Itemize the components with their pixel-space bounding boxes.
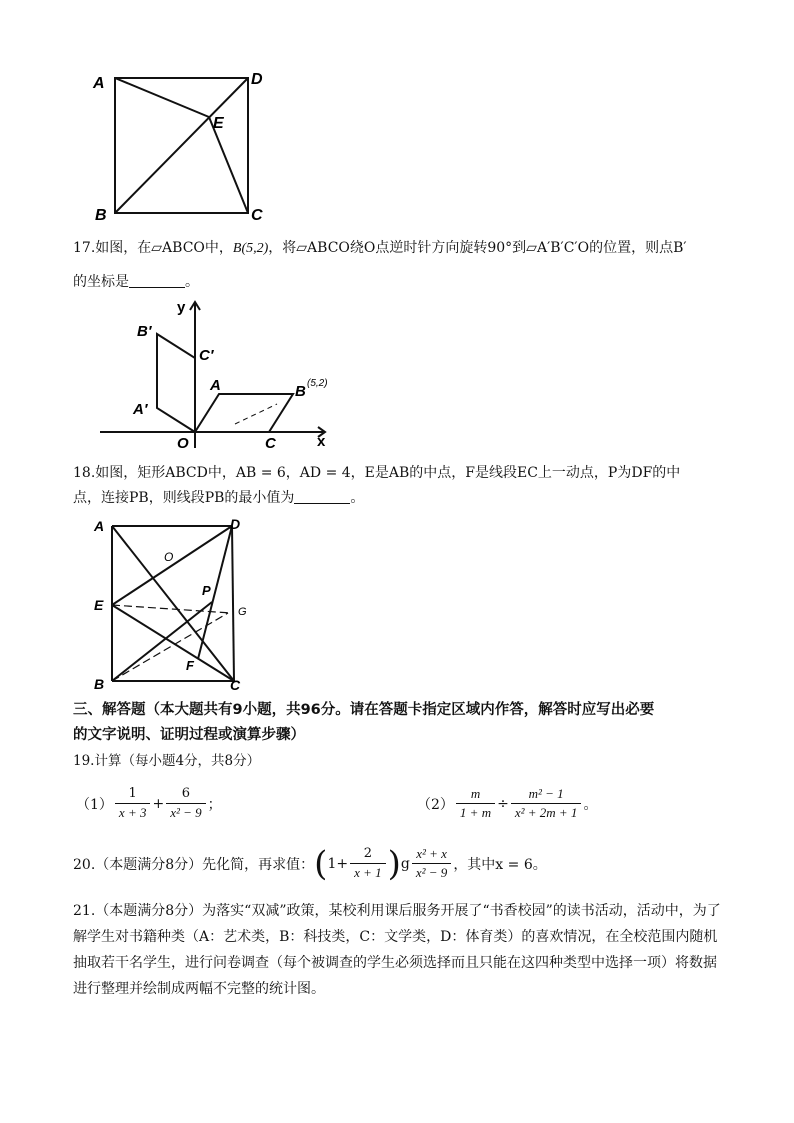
- q20-f2-num: x² + x: [416, 846, 447, 861]
- q18-answer-blank[interactable]: [294, 489, 350, 504]
- q19-p1-fraction1: [115, 786, 151, 821]
- q17-text-mid: ，将▱ABCO绕O点逆时针方向旋转90°到▱A′B′C′O的位置，则点B′: [268, 240, 687, 256]
- q19-p2-fraction2: [511, 786, 582, 821]
- q18-line1: 18.如图，矩形ABCD中，AB = 6，AD = 4，E是AB的中点，F是线段EC上一动点，P为DF的中: [73, 465, 681, 481]
- q19-p2-label: （2）: [417, 796, 454, 813]
- q20-fraction1: [350, 846, 386, 881]
- fig18-label-g: G: [238, 606, 247, 618]
- q18-line2: [73, 488, 364, 508]
- q19-p2-fraction1: [456, 786, 495, 821]
- q20-g: g: [400, 855, 410, 872]
- q19-p1-end: ；: [207, 796, 222, 813]
- fig18-label-d: D: [230, 516, 241, 532]
- q20-one-plus: 1+: [327, 855, 349, 872]
- q19-p2-f2-num: m² − 1: [528, 786, 564, 801]
- q18-line2-text: 点，连接PB，则线段PB的最小值为: [73, 490, 295, 506]
- q20-fraction2: [412, 846, 451, 881]
- figure-rectangle-abcd: [88, 515, 268, 693]
- figure-coordinate-rotation: [95, 296, 355, 456]
- figure-square-abcd: [85, 62, 285, 227]
- q19-title: 19.计算（每小题4分，共8分）: [73, 753, 261, 769]
- fig16-label-e: E: [213, 115, 224, 132]
- fig17-label-b-note: (5,2): [307, 378, 328, 389]
- fig18-label-e: E: [94, 597, 104, 613]
- q19-p1-label: （1）: [76, 796, 113, 813]
- q17-line2-end: 。: [185, 274, 199, 290]
- fig17-label-x: x: [317, 433, 326, 450]
- q17-answer-blank[interactable]: [129, 273, 185, 288]
- fig17-label-a1: A′: [133, 401, 148, 418]
- fig17-label-o: O: [177, 435, 189, 452]
- q17-line1: [73, 238, 687, 259]
- fig17-label-y: y: [177, 299, 186, 316]
- fig18-label-b: B: [94, 676, 105, 692]
- q19-part2: [417, 786, 597, 821]
- section3-heading-line2: 的文字说明、证明过程或演算步骤）: [73, 727, 305, 743]
- fig16-label-c: C: [251, 207, 263, 224]
- q17-text-pre: 17.如图，在▱ABCO中，: [73, 240, 233, 256]
- fig18-label-o: O: [164, 550, 174, 564]
- fig18-label-p: P: [202, 583, 211, 598]
- q19-p1-f1-den: x + 3: [115, 803, 151, 821]
- q19-p1-plus: +: [152, 795, 165, 812]
- fig18-label-a: A: [94, 518, 105, 534]
- fig16-label-d: D: [251, 71, 263, 88]
- q20-f2-den: x² − 9: [412, 863, 451, 881]
- fig17-label-c1: C′: [199, 347, 214, 364]
- q19-p1-f2-den: x² − 9: [166, 803, 205, 821]
- q20-f1-num: 2: [363, 846, 372, 861]
- fig18-label-f: F: [186, 658, 194, 673]
- fig17-label-b: B: [295, 383, 306, 400]
- q19-p1-fraction2: [166, 786, 205, 821]
- q19-p1-f1-num: 1: [128, 786, 137, 801]
- q19-p1-f2-num: 6: [181, 786, 191, 801]
- q19-part1: [76, 786, 222, 821]
- q17-line2: [73, 272, 199, 292]
- fig17-label-b1: B′: [137, 323, 152, 340]
- q19-p2-f1-den: 1 + m: [456, 803, 495, 821]
- q20-paren-open: (: [314, 843, 328, 884]
- q20-post: ，其中x = 6。: [453, 856, 547, 873]
- q18-line2-end: 。: [350, 490, 365, 506]
- fig16-label-a: A: [93, 75, 105, 92]
- q17-line2-text: 的坐标是: [73, 274, 129, 290]
- q19-p2-f2-den: x² + 2m + 1: [511, 803, 582, 821]
- q19-p2-end: 。: [583, 796, 598, 813]
- fig18-label-c: C: [230, 677, 241, 693]
- q20-line: [73, 843, 547, 884]
- fig17-label-c: C: [265, 435, 276, 452]
- q21-paragraph: 21.（本题满分8分）为落实“双减”政策，某校利用课后服务开展了“书香校园”的读书活动，活动中，为了解学生对书籍种类（A：艺术类，B：科技类，C：文学类，D：体育类）的喜欢情况，在全校范围内随机抽取若干名学生，进行问卷调查（每个被调查的学生必须选择而且只能在这四种类型中选择一项）将数据进行整理并绘制成两幅不完整的统计图。: [73, 903, 721, 997]
- q20-pre: 20.（本题满分8分）先化简，再求值：: [73, 856, 315, 873]
- q20-paren-close: ): [387, 843, 401, 884]
- fig16-label-b: B: [95, 207, 107, 224]
- q19-p2-div: ÷: [497, 795, 509, 812]
- q20-f1-den: x + 1: [350, 863, 386, 881]
- q17-point-b: B(5,2): [232, 241, 269, 256]
- section3-heading-line1: 三、解答题（本大题共有9小题，共96分。请在答题卡指定区域内作答，解答时应写出必要: [73, 702, 655, 718]
- q19-p2-f1-num: m: [470, 786, 481, 801]
- fig17-label-a: A: [210, 377, 221, 394]
